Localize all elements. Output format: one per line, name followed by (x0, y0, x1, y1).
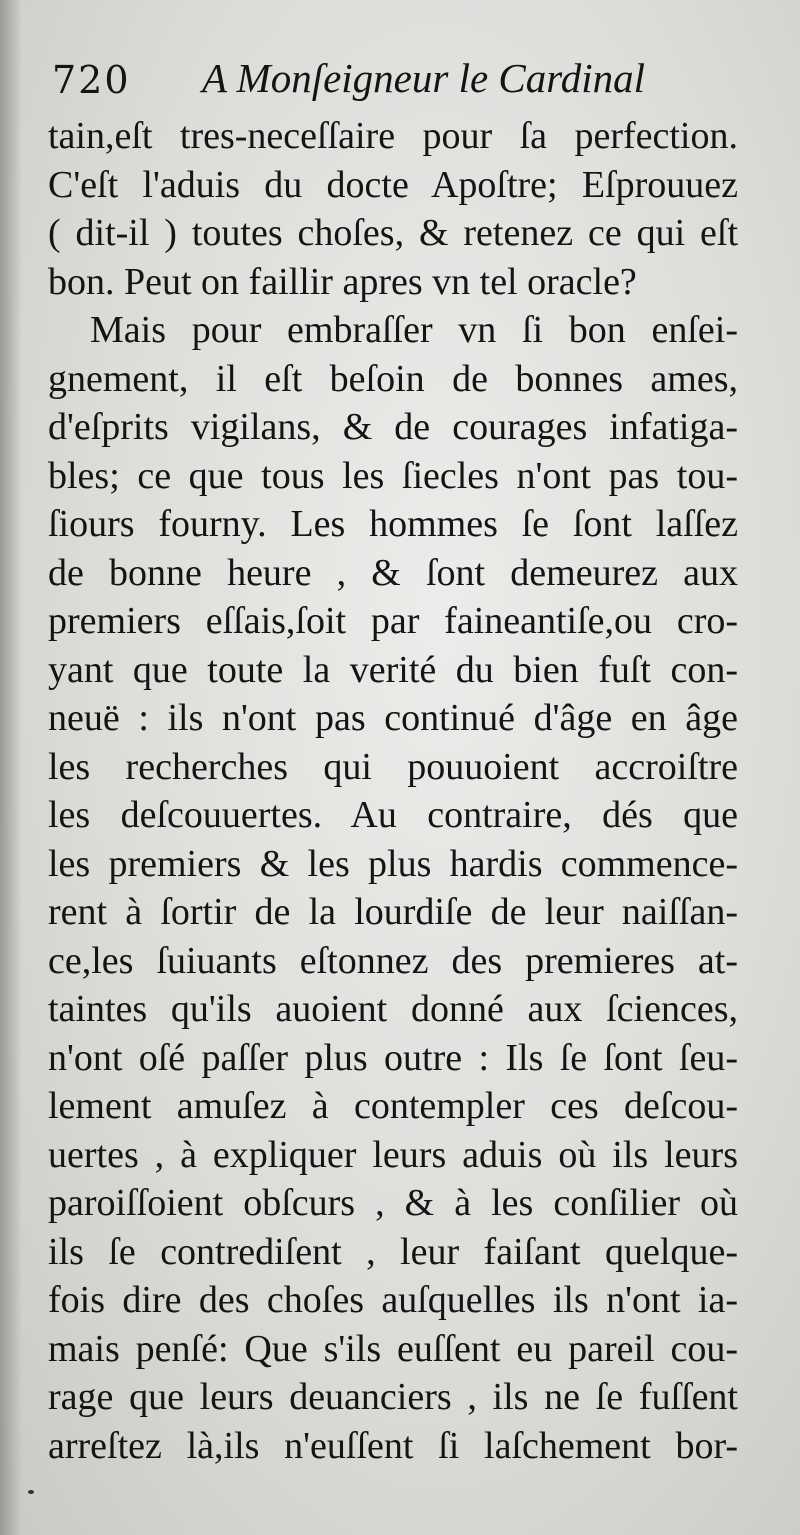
text-line: bles; ce que tous les ſiecles n'ont pas tou- (48, 454, 738, 497)
text-line: ( dit-il ) toutes choſes, & retenez ce qui eſt (48, 212, 738, 254)
text-line: les recherches qui pouuoient accroiſtre (48, 745, 738, 788)
text-line: lement amuſez à contempler ces deſcou- (48, 1085, 738, 1127)
text-line: bon. Peut on faillir apres vn tel oracle? (48, 260, 637, 303)
text-line: fois dire des choſes auſquelles ils n'ont ia- (48, 1279, 738, 1321)
text-line: les premiers & les plus hardis commence- (48, 842, 738, 885)
text-line: d'eſprits vigilans, & de courages infatiga- (48, 406, 738, 448)
text-line: premiers eſſais,ſoit par faineantiſe,ou cro- (48, 600, 738, 642)
text-line: uertes , à expliquer leurs aduis où ils leurs (48, 1133, 738, 1176)
text-line: taintes qu'ils auoient donné aux ſciences, (48, 988, 738, 1030)
text-line: neuë : ils n'ont pas continué d'âge en âge (48, 697, 738, 739)
text-line: rent à ſortir de la lourdiſe de leur naiſſan- (48, 891, 738, 933)
text-line: paroiſſoient obſcurs , & à les conſilier où (48, 1182, 738, 1224)
text-line: arreſtez là,ils n'euſſent ſi laſchement bor- (48, 1424, 738, 1467)
text-line: mais penſé: Que s'ils euſſent eu pareil cou- (48, 1327, 738, 1370)
body-text (48, 112, 738, 1470)
text-line: les deſcouuertes. Au contraire, dés que (48, 794, 738, 836)
text-line: ſiours fourny. Les hommes ſe ſont laſſez (48, 503, 738, 545)
running-head: A Monſeigneur le Cardinal (202, 55, 645, 101)
text-line: ils ſe contrediſent , leur faiſant quelque- (48, 1230, 738, 1273)
text-line: ce,les ſuiuants eſtonnez des premieres at- (48, 939, 738, 982)
text-line: rage que leurs deuanciers , ils ne ſe fuſſent (48, 1376, 738, 1418)
text-line: C'eſt l'aduis du docte Apoſtre; Eſprouuez (48, 163, 738, 206)
page-number: 720 (52, 58, 131, 102)
text-line: yant que toute la verité du bien fuſt con- (48, 648, 738, 691)
page-header (52, 52, 740, 112)
text-line: n'ont oſé paſſer plus outre : Ils ſe ſont ſeu- (48, 1036, 738, 1079)
text-line: de bonne heure , & ſont demeurez aux (48, 551, 738, 594)
text-line: gnement, il eſt beſoin de bonnes ames, (48, 357, 738, 400)
text-line: Mais pour embraſſer vn ſi bon enſei- (90, 309, 738, 351)
page-gutter-shadow (0, 0, 22, 1535)
ink-speck (28, 1490, 34, 1494)
text-line: tain,eſt tres-neceſſaire pour ſa perfection. (48, 115, 738, 157)
